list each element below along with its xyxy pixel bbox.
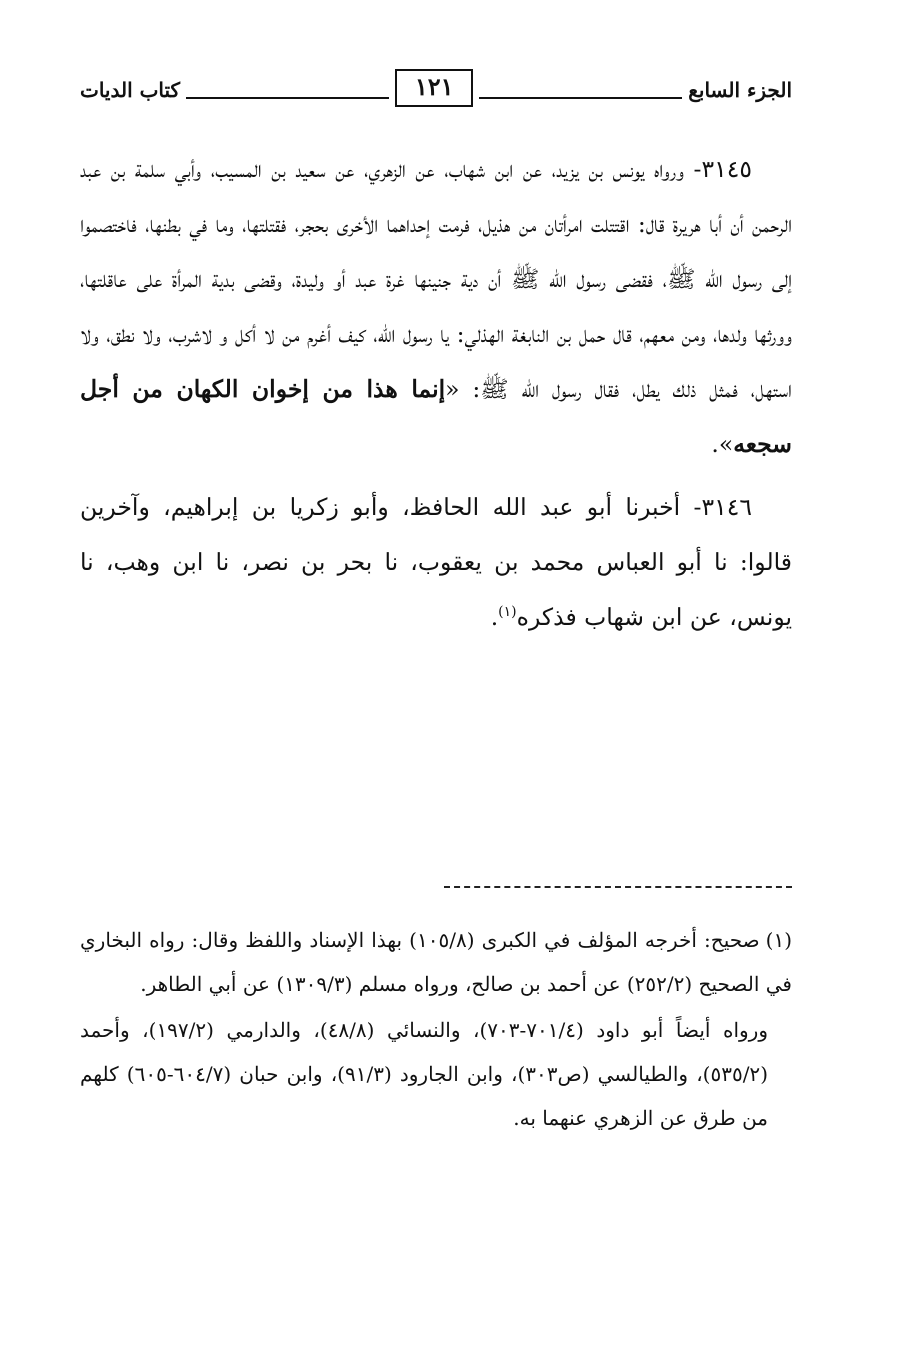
chapter-title: كتاب الديات [79,78,181,102]
hadith-end: . [490,603,499,631]
footnote-number: (١) [765,928,792,952]
header-rule-right [479,97,682,99]
footnote-separator [444,886,792,888]
hadith-paragraph [80,142,792,472]
hadith-number: ٣١٤٦ [701,493,752,521]
page-header [80,60,792,120]
footnotes [80,918,792,1142]
page-number: ١٢١ [395,69,474,107]
hadith-quote: إنما هذا من إخوان الكهان من أجل سجعه [80,375,792,458]
footnote-reference[interactable]: (١) [498,604,517,621]
hadith-end: ». [711,430,734,458]
hadith-text: - ورواه يونس بن يزيد، عن ابن شهاب، عن الزهري، عن سعيد بن المسيب، وأبي سلمة بن عبد الرحمن أن أبا هريرة قال: اقتتلت امرأتان من هذيل، فرمت إحداهما الأخرى بحجر، فقتلتها، وما في بطنها، فاختصموا إلى رسول الله ﷺ، فقضى رسول الله ﷺ أن دية جنينها غرة عبد أو وليدة، وقضى بدية المرأة على عاقلتها، وورثها ولدها، ومن معهم، قال حمل بن النابغة الهذلي: يا رسول الله، كيف أغرم من لا أكل و لاشرب، ولا نطق، ولا استهل، فمثل ذلك يطل، فقال رسول الله ﷺ: « [80,155,792,403]
footnote-item [80,918,792,1006]
footnote-text: ورواه أيضاً أبو داود (٧٠١/٤-٧٠٣)، والنسائي (٤٨/٨)، والدارمي (١٩٧/٢)، وأحمد (٥٣٥/٢)، والطيالسي (ص٣٠٣)، وابن الجارود (٩١/٣)، وابن حبان (٦٠٤/٧-٦٠٥) كلهم من طرق عن الزهري عنهما به. [80,1018,768,1130]
book-page [80,60,792,1310]
footnote-continuation [80,1008,792,1140]
main-text [80,142,792,653]
hadith-paragraph [80,480,792,645]
header-rule-left [186,97,389,99]
hadith-text: - أخبرنا أبو عبد الله الحافظ، وأبو زكريا بن إبراهيم، وآخرين قالوا: نا أبو العباس محمد بن يعقوب، نا بحر بن نصر، نا ابن وهب، نا يونس، عن ابن شهاب فذكره [80,493,792,631]
footnote-text: صحيح: أخرجه المؤلف في الكبرى (١٠٥/٨) بهذا الإسناد واللفظ وقال: رواه البخاري في الصحيح (٢٥٢/٢) عن أحمد بن صالح، ورواه مسلم (١٣٠٩/٣) عن أبي الطاهر. [80,928,792,996]
hadith-number: ٣١٤٥ [701,155,752,183]
volume-title: الجزء السابع [688,78,792,102]
